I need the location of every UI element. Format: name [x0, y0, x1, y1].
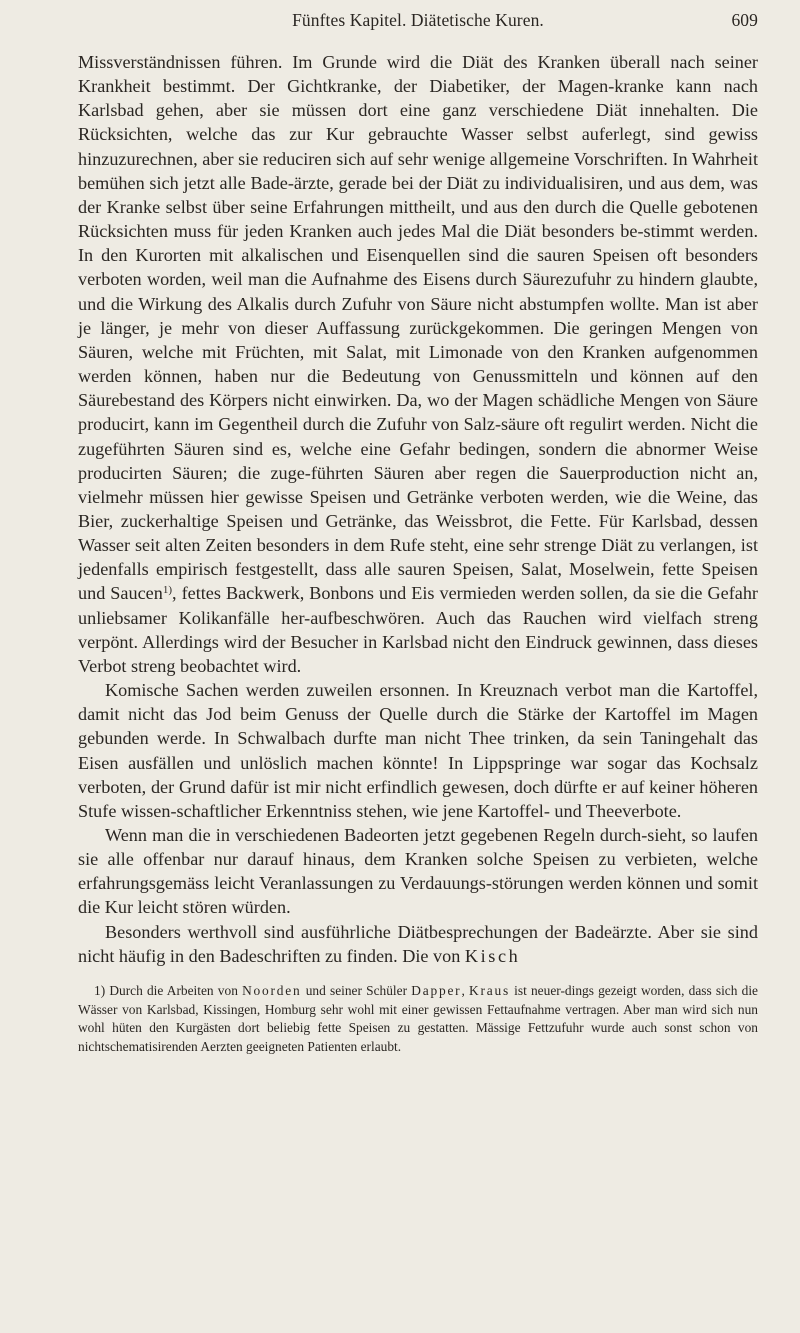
paragraph-4-text: Besonders werthvoll sind ausführliche Diätbesprechungen der Badeärzte. Aber sie sind nicht häufig in den Badeschriften zu finden. Die von — [78, 921, 758, 966]
main-text — [78, 50, 758, 968]
author-name-noorden: Noorden — [242, 982, 302, 998]
footnote-text: und seiner Schüler — [301, 982, 412, 998]
footnote-1 — [78, 982, 758, 1056]
footnote-text: ist neuer-dings gezeigt worden, dass sich die Wässer von Karlsbad, Kissingen, Homburg sehr wohl mit einer gewissen Fettaufnahme vertragen. Aber man wird sich nun wohl hüten den Kurgästen dort beliebig fette Speisen zu gestatten. Mässige Fettzufuhr wurde auch sonst schon von nichtschematisirenden Aerzten geeigneten Patienten erlaubt. — [78, 982, 758, 1054]
author-name-kraus: Kraus — [468, 982, 510, 998]
paragraph-1-text: Missverständnissen führen. Im Grunde wird die Diät des Kranken überall nach seiner Krankheit bestimmt. Der Gichtkranke, der Diabetiker, der Magen-kranke kann nach Karlsbad gehen, aber sie müssen dort eine ganz verschiedene Diät innehalten. Die Rücksichten, welche das zur Kur gebrauchte Wasser selbst auferlegt, sind gewiss hinzuzurechnen, aber sie reduciren sich auf sehr wenige allgemeine Vorschriften. In Wahrheit bemühen sich jetzt alle Bade-ärzte, gerade bei der Diät zu individualisiren, und aus dem, was der Kranke selbst über seine Erfahrungen mittheilt, und aus den durch die Quelle gebotenen Rücksichten muss für jeden Kranken auch jedes Mal die Diät besonders be-stimmt werden. In den Kurorten mit alkalischen und Eisenquellen sind die sauren Speisen oft besonders verboten worden, weil man die Aufnahme des Eisens durch Säurezufuhr zu hindern glaubte, und die Wirkung des Alkalis durch Zufuhr von Säure nicht abstumpfen wollte. Man ist aber je länger, je mehr von dieser Auffassung zurückgekommen. Die geringen Mengen von Säuren, welche mit Früchten, mit Salat, mit Limonade von den Kranken aufgenommen werden können, haben nur die Bedeutung von Genussmitteln und können auf den Säurebestand des Körpers nicht einwirken. Da, wo der Magen schädliche Mengen von Säure producirt, kann im Gegentheil durch die Zufuhr von Salz-säure oft regulirt werden. Nicht die zugeführten Säuren sind es, welche eine Gefahr bedingen, sondern die abnormer Weise producirten Säuren; die zuge-führten Säuren aber regen die Sauerproduction nicht an, vielmehr müssen hier gewisse Speisen und Getränke verboten werden, wie die Weine, das Bier, zuckerhaltige Speisen und Getränke, das Weissbrot, die Fette. Für Karlsbad, dessen Wasser seit alten Zeiten besonders in dem Rufe steht, eine sehr strenge Diät zu verlangen, ist jedenfalls empirisch festgestellt, dass alle sauren Speisen, Salat, Moselwein, fette Speisen und Saucen — [78, 52, 758, 604]
paragraph-1 — [78, 50, 758, 678]
paragraph-2: Komische Sachen werden zuweilen ersonnen. In Kreuznach verbot man die Kartoffel, damit nicht das Jod beim Genuss der Quelle durch die Stärke der Kartoffel im Magen gebunden werde. In Schwalbach durfte man nicht Thee trinken, da sein Taningehalt das Eisen ausfällen und unlöslich machen könnte! In Lippspringe war sogar das Kochsalz verboten, der Grund dafür ist mir nicht erfindlich gewesen, doch dürfte er auf keiner höheren Stufe wissen-schaftlicher Erkenntniss stehen, wie jene Kartoffel- und Theeverbote. — [78, 680, 758, 821]
footnote-text: Durch die Arbeiten von — [105, 982, 243, 998]
footnote-marker: 1) — [94, 982, 106, 998]
footnotes — [78, 982, 758, 1056]
paragraph-4 — [78, 920, 758, 968]
paragraph-1-continuation: , fettes Backwerk, Bonbons und Eis vermieden werden sollen, da sie die Gefahr unliebsamer Kolikanfälle her-aufbeschwören. Auch das Rauchen wird vielfach streng verpönt. Allerdings wird der Besucher in Karlsbad nicht den Eindruck gewinnen, dass dieses Verbot streng beobachtet wird. — [78, 583, 758, 676]
page-header — [78, 0, 758, 50]
page-number: 609 — [731, 10, 758, 30]
author-name-kisch: Kisch — [464, 945, 521, 966]
footnote-text: , — [461, 982, 469, 998]
author-name-dapper: Dapper — [411, 982, 462, 998]
running-title: Fünftes Kapitel. Diätetische Kuren. — [292, 10, 544, 30]
footnote-reference: 1) — [162, 584, 172, 597]
paragraph-3: Wenn man die in verschiedenen Badeorten jetzt gegebenen Regeln durch-sieht, so laufen sie alle offenbar nur darauf hinaus, dem Kranken solche Speisen zu verbieten, welche erfahrungsgemäss leicht Veranlassungen zu Verdauungs-störungen werden können und somit die Kur leicht stören würden. — [78, 825, 758, 918]
